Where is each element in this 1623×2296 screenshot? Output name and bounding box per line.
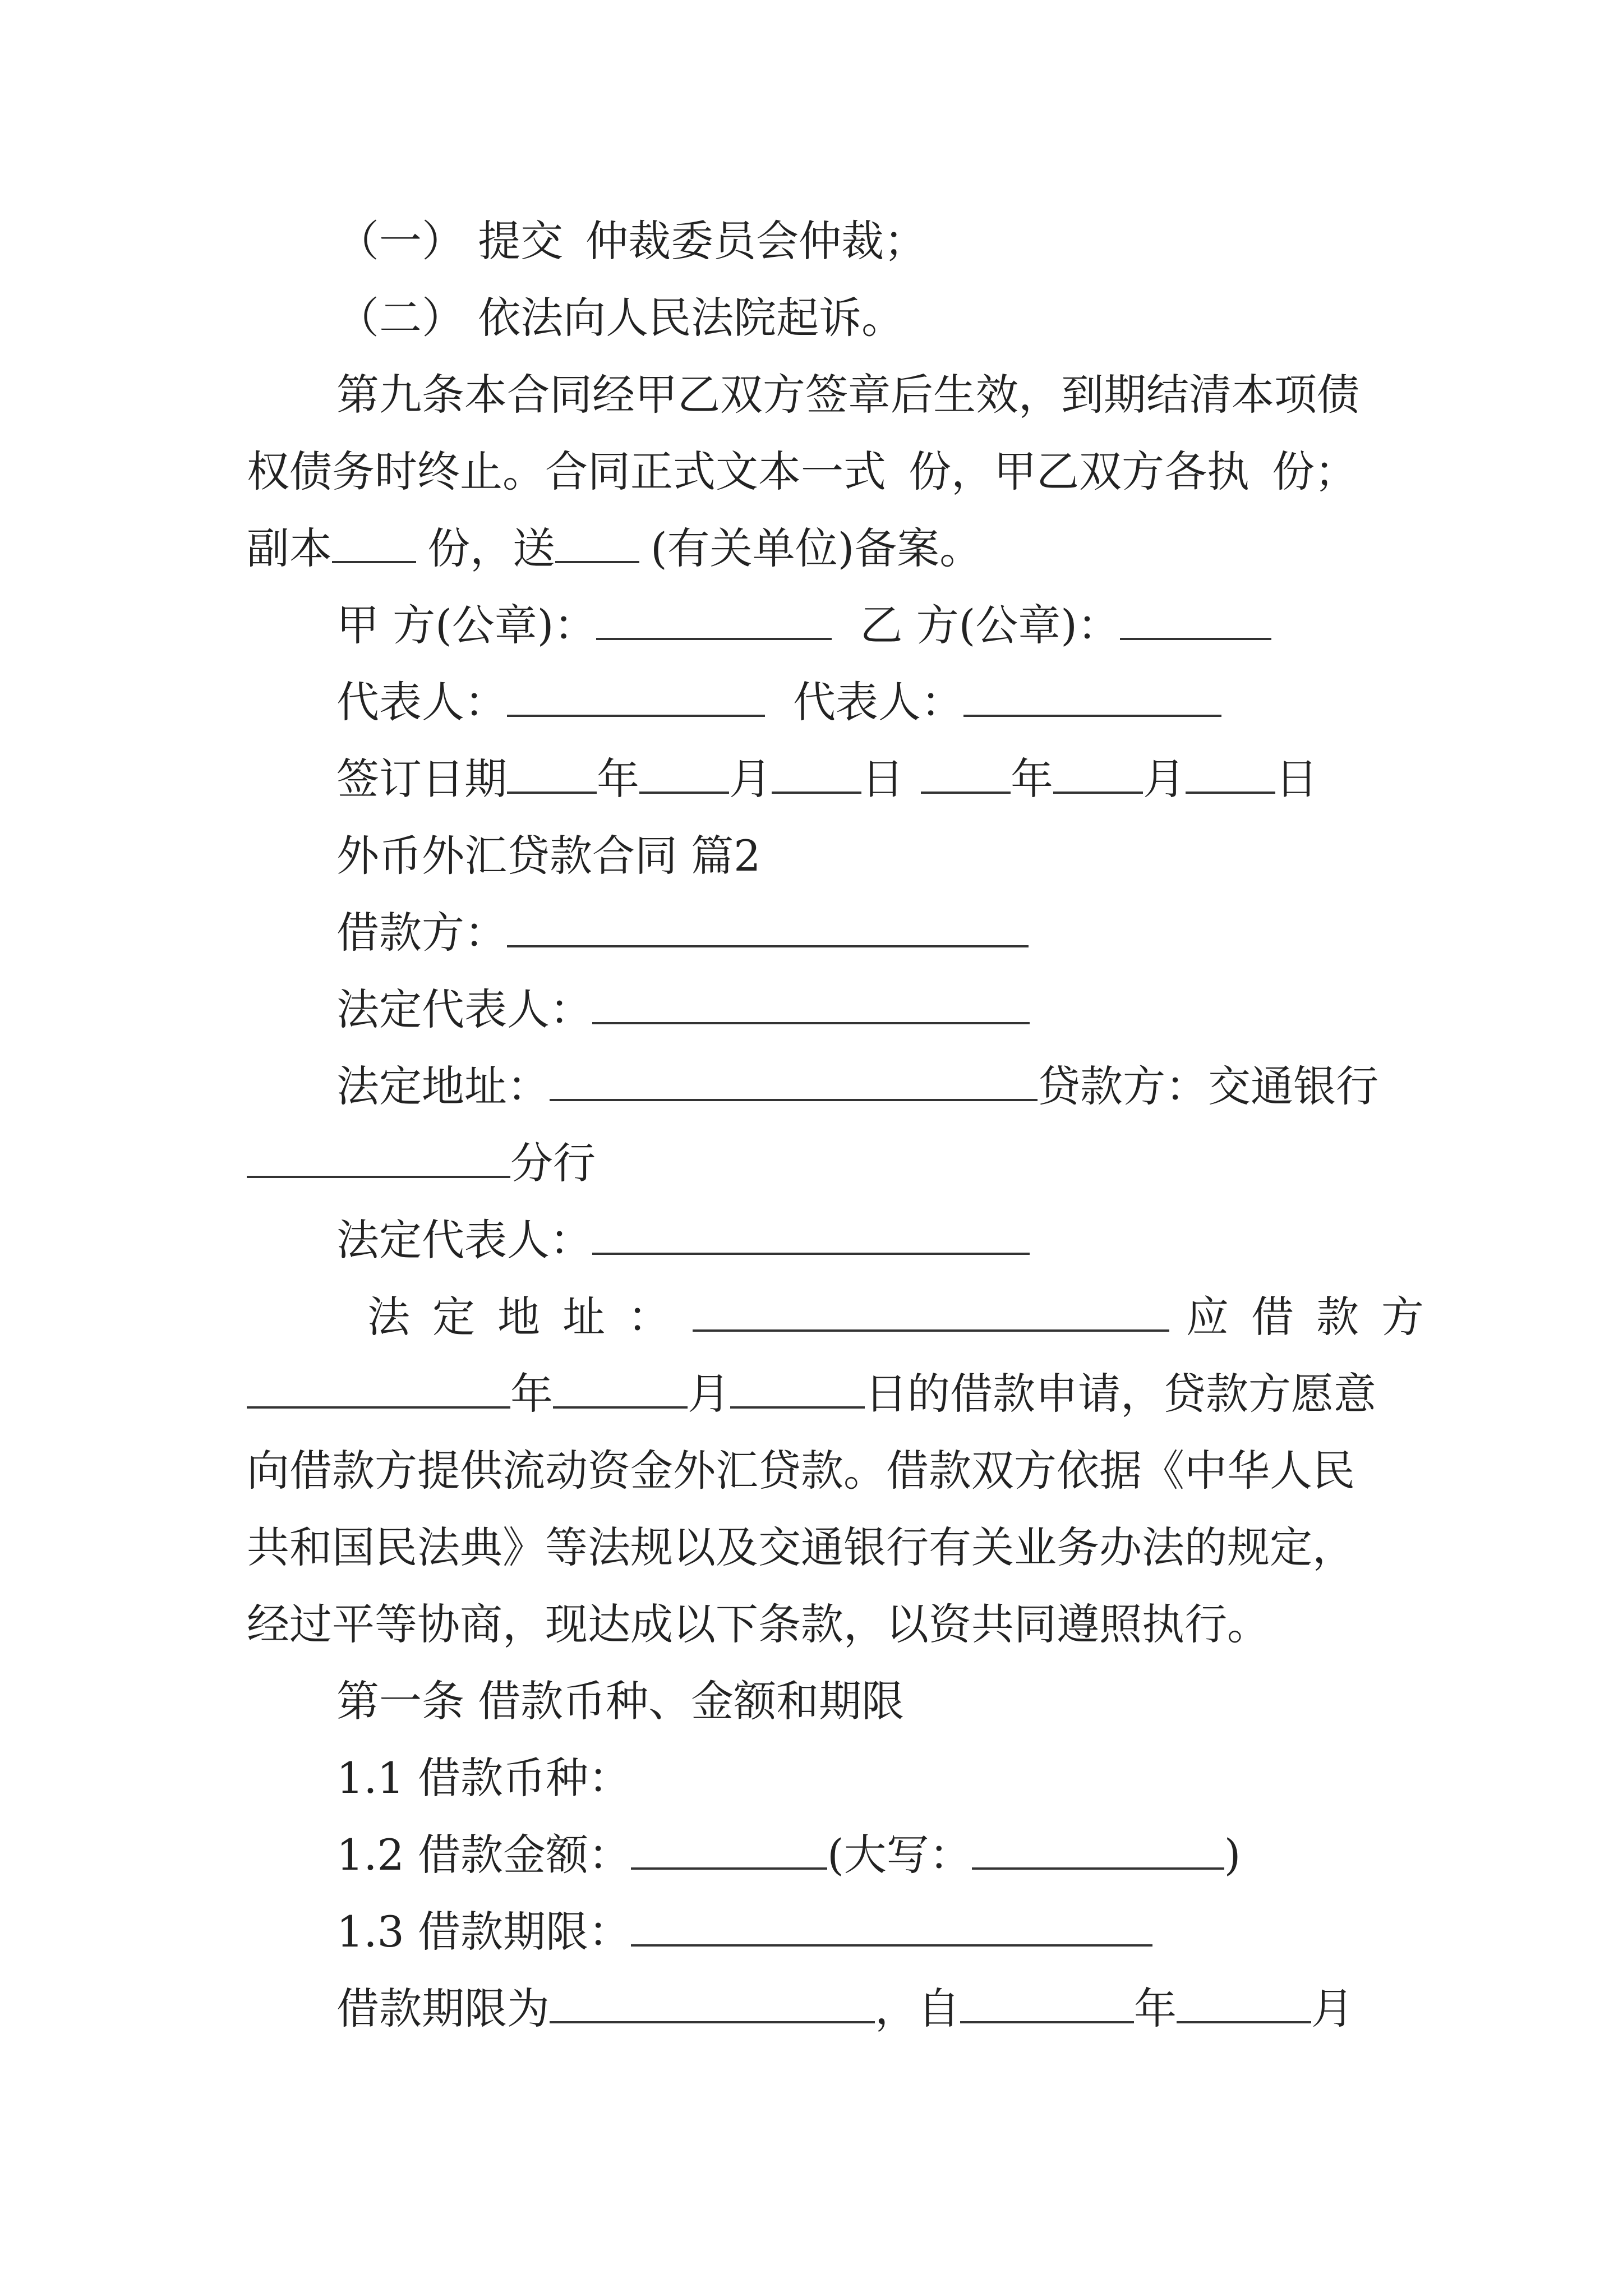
date-b-month-blank[interactable] [1053, 748, 1143, 794]
filing-unit-blank[interactable] [555, 517, 639, 563]
signing-date-line: 签订日期 年 月 日 年 月 日 [336, 740, 1318, 818]
representative-line: 代表人： 代表人： [336, 663, 1221, 742]
date-a-year-blank[interactable] [507, 748, 597, 794]
application-day-blank[interactable] [730, 1363, 865, 1409]
date-a-month-blank[interactable] [639, 748, 729, 794]
preamble-line-3: 共和国民法典》等法规以及交通银行有关业务办法的规定， [247, 1522, 1355, 1572]
loan-currency-line: 1.1 借款币种： [336, 1753, 631, 1803]
party-a-seal-blank[interactable] [596, 594, 832, 640]
application-date-line: 年 月 日的借款申请，贷款方愿意 [247, 1355, 1376, 1433]
borrower-legal-rep-line: 法定代表人： [336, 970, 1030, 1049]
borrower-address-blank[interactable] [550, 1055, 1038, 1101]
date-b-day-blank[interactable] [1186, 748, 1275, 794]
loan-amount-blank[interactable] [631, 1824, 827, 1870]
loan-term-detail-line: 借款期限为 ，自 年 月 [336, 1970, 1354, 2048]
copies-blank[interactable] [332, 517, 416, 563]
representative-a-blank[interactable] [507, 671, 765, 717]
lender-branch-line: 分行 [247, 1124, 596, 1203]
lender-address-line: 法定地址： 应借款方 [367, 1278, 1446, 1356]
loan-term-length-blank[interactable] [550, 1977, 875, 2023]
loan-term-line: 1.3 借款期限： [336, 1893, 1152, 1971]
clause-arbitration-option: （一） 提交 仲裁委员会仲裁； [336, 216, 927, 266]
representative-b-blank[interactable] [963, 671, 1221, 717]
article-nine-line-1: 第九条本合同经甲乙双方签章后生效，到期结清本项债 [336, 370, 1359, 420]
section-title: 外币外汇贷款合同 篇2 [336, 831, 761, 881]
term-start-month-blank[interactable] [1177, 1977, 1311, 2023]
lender-legal-rep-line: 法定代表人： [336, 1201, 1030, 1280]
article-nine-line-3: 副本 份，送 (有关单位)备案。 [247, 509, 982, 588]
date-a-day-blank[interactable] [772, 748, 861, 794]
article-nine-line-2: 权债务时终止。合同正式文本一式 份，甲乙双方各执 份； [247, 447, 1357, 496]
date-b-year-blank[interactable] [921, 748, 1011, 794]
party-b-seal-blank[interactable] [1120, 594, 1271, 640]
loan-term-blank[interactable] [631, 1901, 1152, 1947]
article-one-heading: 第一条 借款币种、金额和期限 [336, 1676, 905, 1726]
borrower-address-line: 法定地址： 贷款方：交通银行 [336, 1047, 1378, 1126]
borrower-blank[interactable] [507, 901, 1029, 947]
clause-litigation-option: （二） 依法向人民法院起诉。 [336, 293, 905, 343]
lender-legal-rep-blank[interactable] [592, 1209, 1030, 1255]
loan-amount-words-blank[interactable] [972, 1824, 1224, 1870]
preamble-line-4: 经过平等协商，现达成以下条款，以资共同遵照执行。 [247, 1599, 1270, 1649]
preamble-line-2: 向借款方提供流动资金外汇贷款。借款双方依据《中华人民 [247, 1446, 1355, 1496]
application-year-blank[interactable] [247, 1363, 510, 1409]
application-month-blank[interactable] [553, 1363, 688, 1409]
borrower-legal-rep-blank[interactable] [592, 978, 1030, 1024]
party-seal-line: 甲 方(公章)： 乙 方(公章)： [336, 586, 1271, 665]
lender-address-blank[interactable] [693, 1286, 1169, 1332]
term-start-year-blank[interactable] [960, 1977, 1134, 2023]
loan-amount-line: 1.2 借款金额： (大写： ) [336, 1816, 1241, 1894]
borrower-line: 借款方： [336, 894, 1029, 972]
lender-branch-blank[interactable] [247, 1132, 510, 1178]
